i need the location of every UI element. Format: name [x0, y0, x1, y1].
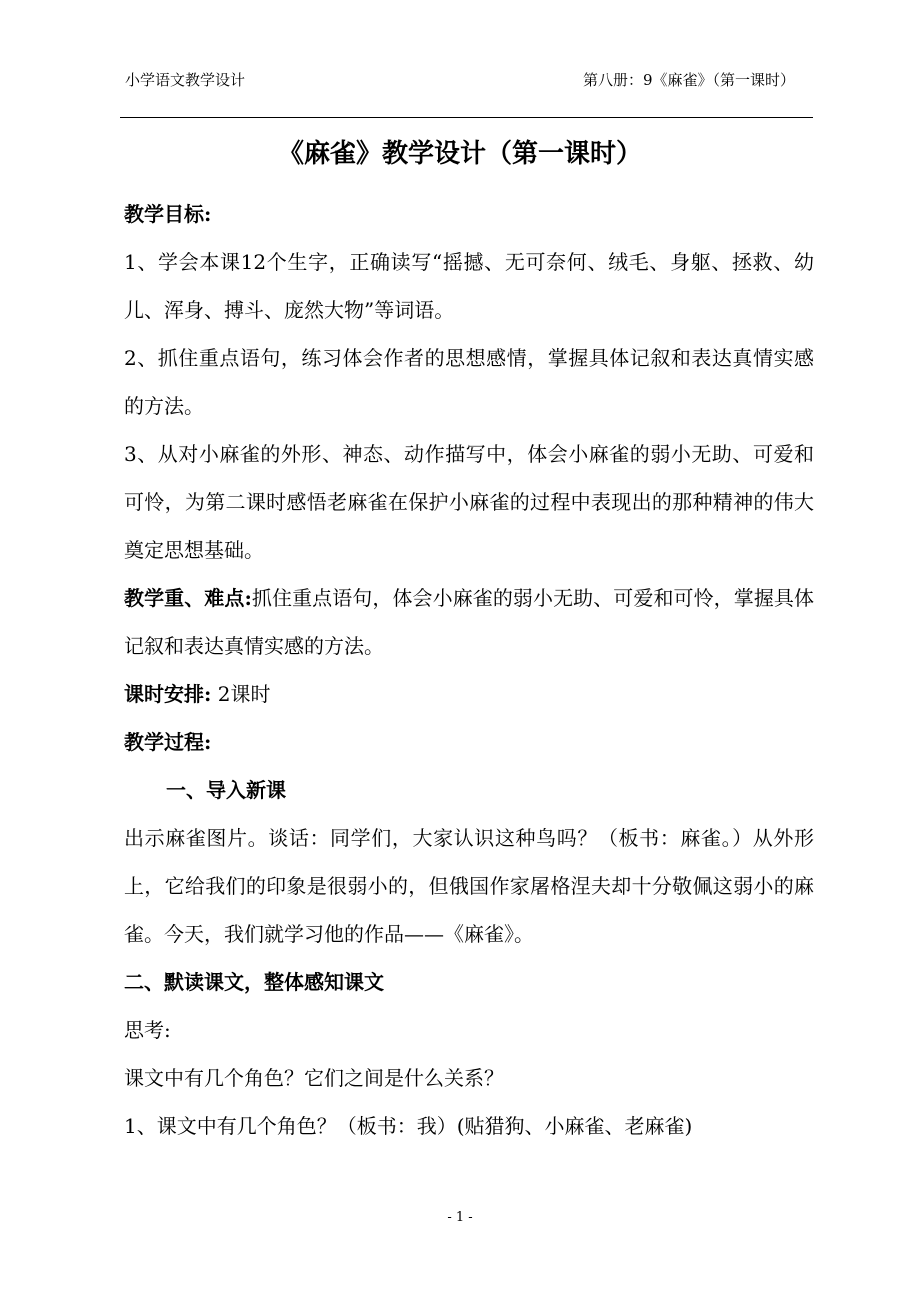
page-header [125, 68, 795, 92]
section2-think-label: 思考: [124, 1018, 171, 1042]
process-heading: 教学过程: [124, 730, 212, 754]
key-points-text: 抓住重点语句，体会小麻雀的弱小无助、可爱和可怜，掌握具体记叙和表达真情实感的方法。 [124, 586, 814, 658]
schedule-label: 课时安排: [124, 682, 212, 706]
objective-item-1: 1、学会本课12个生字，正确读写“摇撼、无可奈何、绒毛、身躯、拯救、幼儿、浑身、搏斗、庞然大物”等词语。 [124, 250, 814, 322]
schedule-text: 2课时 [217, 682, 271, 706]
page-number: - 1 - [447, 1210, 473, 1225]
document-title: 《麻雀》教学设计（第一课时） [277, 139, 642, 169]
section2-item-1: 1、课文中有几个角色？（板书：我）(贴猎狗、小麻雀、老麻雀) [124, 1114, 693, 1138]
key-points-paragraph [124, 574, 814, 670]
section2-question: 课文中有几个角色？它们之间是什么关系？ [124, 1066, 504, 1090]
section1-heading: 一、导入新课 [166, 778, 286, 802]
header-left-text: 小学语文教学设计 [125, 71, 246, 89]
objective-item-3: 3、从对小麻雀的外形、神态、动作描写中，体会小麻雀的弱小无助、可爱和可怜，为第二课时感悟老麻雀在保护小麻雀的过程中表现出的那种精神的伟大奠定思想基础。 [124, 442, 814, 562]
key-points-label: 教学重、难点: [124, 586, 252, 610]
document-body [124, 190, 814, 1150]
section1-text: 出示麻雀图片。谈话：同学们，大家认识这种鸟吗？（板书：麻雀。）从外形上，它给我们的印象是很弱小的，但俄国作家屠格涅夫却十分敬佩这弱小的麻雀。今天，我们就学习他的作品——《麻雀》。 [124, 826, 814, 946]
header-divider [120, 117, 813, 118]
schedule-paragraph [124, 670, 814, 718]
header-right-text: 第八册：9《麻雀》（第一课时） [582, 71, 795, 89]
objectives-heading: 教学目标: [124, 202, 212, 226]
section2-heading: 二、默读课文，整体感知课文 [124, 970, 384, 994]
objective-item-2: 2、抓住重点语句，练习体会作者的思想感情，掌握具体记叙和表达真情实感的方法。 [124, 346, 814, 418]
